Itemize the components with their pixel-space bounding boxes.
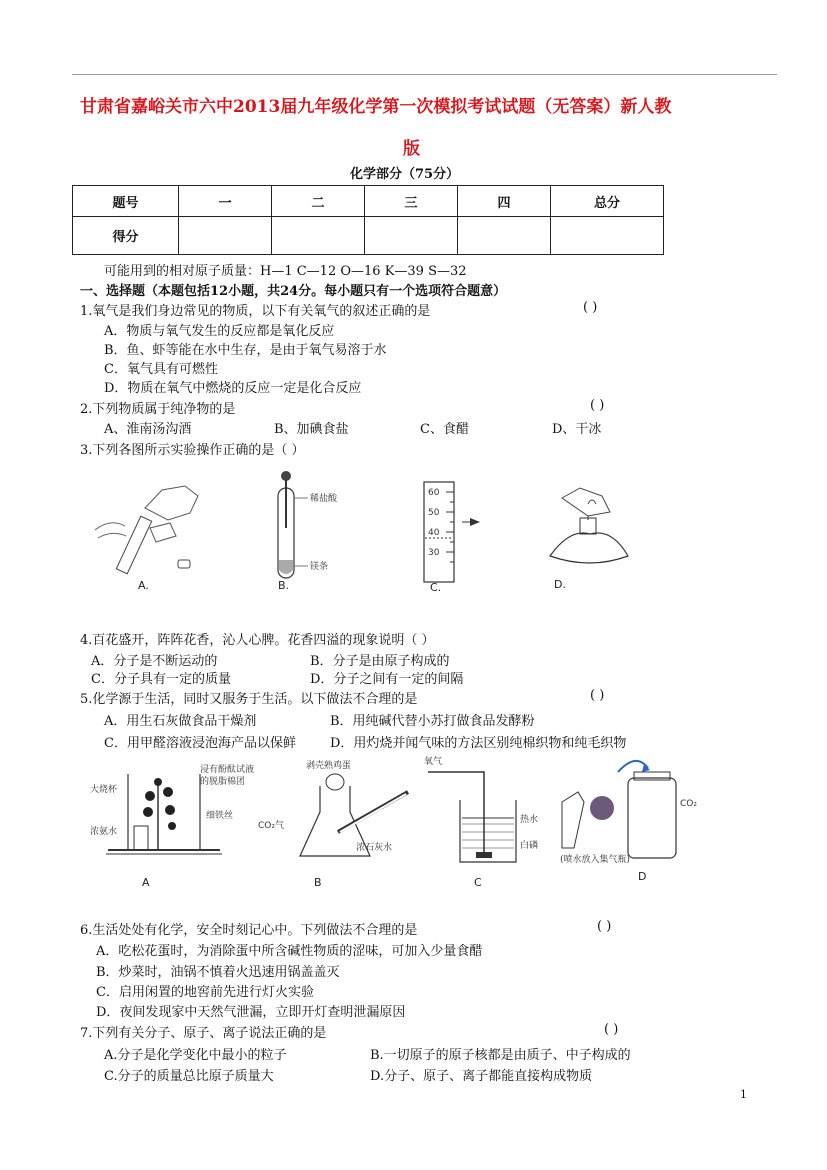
q3-fig-b-label: B. [278, 579, 290, 592]
q5-stem: 5.化学源于生活，同时又服务于生活。以下做法不合理的是 [80, 692, 418, 707]
q6-option-a: A．吃松花蛋时，为消除蛋中所含碱性物质的涩味，可加入少量食醋 [96, 944, 483, 959]
q7-option-b: B.一切原子的原子核都是由质子、中子构成的 [370, 1048, 631, 1063]
q7-option-a: A.分子是化学变化中最小的粒子 [104, 1048, 287, 1063]
q1-answer-paren[interactable]: ( ) [583, 300, 598, 315]
q3-fig-c-tick: 60 [428, 488, 440, 498]
q5-fig-a-cotton1: 浸有酚酞试液 [200, 765, 255, 775]
q5-option-c: C．用甲醛溶液浸泡海产品以保鲜 [104, 736, 296, 751]
q3-figure-c [410, 478, 510, 597]
q6-option-c: C．启用闲置的地窖前先进行灯火实验 [96, 985, 314, 1000]
score-cell[interactable] [272, 217, 365, 255]
q5-fig-a-cotton2: 的脱脂棉团 [200, 777, 246, 787]
q3-fig-c-tick: 40 [428, 528, 440, 538]
q1-option-d: D．物质在氧气中燃烧的反应一定是化合反应 [104, 381, 362, 396]
q7-answer-paren[interactable]: ( ) [604, 1022, 619, 1037]
q2-answer-paren[interactable]: ( ) [590, 398, 605, 413]
q4-option-b: B．分子是由原子构成的 [310, 654, 450, 669]
score-header-cell: 题号 [73, 186, 179, 217]
q5-fig-b-egg: 剥壳熟鸡蛋 [306, 761, 352, 771]
q5-fig-c-oxygen: 氧气 [424, 757, 443, 767]
score-header-cell: 四 [458, 186, 551, 217]
q3-fig-c-tick: 50 [428, 508, 440, 518]
q6-option-d: D．夜间发现家中天然气泄漏，立即开灯查明泄漏原因 [96, 1005, 406, 1020]
q5-fig-a-ammonia: 浓氨水 [90, 827, 118, 837]
atomic-masses: 可能用到的相对原子质量：H—1 C—12 O—16 K—39 S—32 [104, 264, 467, 279]
q2-option-a: A、淮南汤沟酒 [104, 422, 192, 437]
q6-stem: 6.生活处处有化学，安全时刻记心中。下列做法不合理的是 [80, 923, 418, 938]
q5-figure [88, 752, 708, 896]
q5-figure-c [424, 755, 538, 889]
q5-option-a: A．用生石灰做食品干燥剂 [104, 714, 257, 729]
score-header-cell: 总分 [551, 186, 664, 217]
score-header-cell: 二 [272, 186, 365, 217]
q4-option-c: C．分子具有一定的质量 [91, 672, 231, 687]
q5-fig-b-co2: CO₂气 [258, 821, 284, 831]
q4-option-d: D．分子之间有一定的间隔 [310, 672, 464, 687]
page-number: 1 [740, 1088, 747, 1101]
q3-fig-a-label: A. [138, 579, 149, 592]
score-row-label: 得分 [73, 217, 179, 255]
score-cell[interactable] [179, 217, 272, 255]
q5-fig-c-phosphorus: 白磷 [520, 841, 539, 851]
q7-stem: 7.下列有关分子、原子、离子说法正确的是 [80, 1026, 327, 1041]
score-header-cell: 一 [179, 186, 272, 217]
score-header-cell: 三 [365, 186, 458, 217]
q1-option-a: A．物质与氧气发生的反应都是氧化反应 [104, 324, 335, 339]
score-cell[interactable] [365, 217, 458, 255]
q4-stem: 4.百花盛开，阵阵花香，沁人心脾。花香四溢的现象说明（ ） [80, 633, 435, 648]
q3-figure-a [90, 468, 210, 597]
q3-figure-d [540, 478, 640, 597]
header-rule [72, 74, 777, 75]
q5-fig-c-hotwater: 热水 [520, 815, 539, 825]
q2-option-b: B、加碘食盐 [274, 422, 349, 437]
q5-fig-b-limewater: 浓石灰水 [356, 843, 393, 853]
q5-fig-a-wire: 细铁丝 [206, 811, 234, 821]
q5-option-d: D．用灼烧并闻气味的方法区别纯棉织物和纯毛织物 [330, 736, 627, 751]
q5-figure-b [258, 759, 408, 889]
q1-option-c: C．氧气具有可燃性 [104, 362, 218, 377]
q5-answer-paren[interactable]: ( ) [590, 688, 605, 703]
q2-stem: 2.下列物质属于纯净物的是 [80, 402, 236, 417]
q5-fig-a-label: A [142, 876, 150, 889]
score-cell[interactable] [551, 217, 664, 255]
q5-fig-a-beaker: 大烧杯 [90, 785, 118, 795]
q5-fig-d-co2: CO₂ [680, 799, 697, 809]
q5-option-b: B．用纯碱代替小苏打做食品发酵粉 [330, 714, 535, 729]
score-cell[interactable] [458, 217, 551, 255]
section-title: 化学部分（75分） [350, 167, 460, 182]
q5-fig-b-label: B [314, 876, 322, 889]
q7-option-d: D.分子、原子、离子都能直接构成物质 [370, 1069, 593, 1084]
q5-figure-d [560, 761, 697, 883]
q3-fig-b-acid: 稀盐酸 [310, 494, 338, 504]
q2-option-d: D、干冰 [552, 422, 602, 437]
q3-stem: 3.下列各图所示实验操作正确的是（ ） [80, 443, 305, 458]
q7-option-c: C.分子的质量总比原子质量大 [104, 1069, 274, 1084]
q3-fig-c-tick: 30 [428, 548, 440, 558]
q3-fig-c-label: C. [430, 581, 442, 594]
q6-answer-paren[interactable]: ( ) [597, 919, 612, 934]
q3-fig-d-label: D. [554, 578, 566, 591]
q5-figure-a [90, 763, 254, 889]
q2-option-c: C、食醋 [420, 422, 469, 437]
q3-figure-b [260, 468, 360, 597]
q3-fig-b-mg: 镁条 [310, 562, 329, 572]
doc-title-line1: 甘肃省嘉峪关市六中2013届九年级化学第一次模拟考试试题（无答案）新人教 [80, 97, 672, 117]
q4-option-a: A．分子是不断运动的 [91, 654, 218, 669]
q5-fig-d-label: D [638, 870, 647, 883]
q5-fig-c-label: C [474, 876, 482, 889]
section1-title: 一、选择题（本题包括12小题，共24分。每小题只有一个选项符合题意） [80, 284, 507, 299]
q5-fig-d-caption: (喷水放入集气瓶) [560, 855, 631, 865]
q1-stem: 1.氧气是我们身边常见的物质，以下有关氧气的叙述正确的是 [80, 304, 431, 319]
q6-option-b: B．炒菜时，油锅不慎着火迅速用锅盖盖灭 [96, 965, 340, 980]
score-table [72, 185, 664, 255]
q1-option-b: B．鱼、虾等能在水中生存，是由于氧气易溶于水 [104, 343, 387, 358]
doc-title-line2: 版 [403, 139, 420, 159]
